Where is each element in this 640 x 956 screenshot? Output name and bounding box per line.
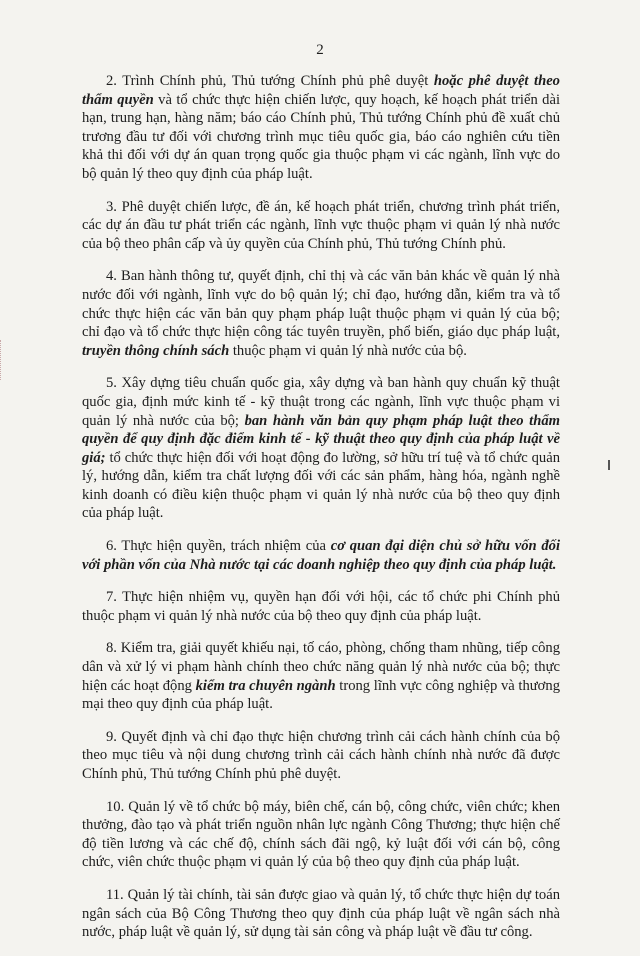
paragraph-text: 8. Kiểm tra, giải quyết khiếu nại, tố cáo, phòng, chống tham nhũng, tiếp công dân và xử lý vi phạm hành chính theo chức năng quản lý nhà nước của bộ; thực hiện các hoạt động xyxy=(82,640,560,694)
paragraph-text: và tổ chức thực hiện chiến lược, quy hoạch, kế hoạch phát triển dài hạn, trung hạn, hàng năm; báo cáo Chính phủ, Thủ tướng Chính phủ đề xuất chủ trương đầu tư đối với chương trình mục tiêu quốc gia, báo cáo nghiên cứu tiền khả thi đối với dự án quan trọng quốc gia thuộc phạm vi các ngành, lĩnh vực do bộ quản lý theo quy định của pháp luật. xyxy=(82,91,560,182)
paragraph-text: 3. Phê duyệt chiến lược, đề án, kế hoạch phát triển, chương trình phát triển, các dự án đầu tư phát triển các ngành, lĩnh vực thuộc phạm vi quản lý nhà nước của bộ theo phân cấp và ủy quyền của Chính phủ, Thủ tướng Chính phủ. xyxy=(82,198,560,252)
paragraph-9 xyxy=(82,728,560,784)
paragraph-2 xyxy=(82,72,560,184)
paragraph-text: 10. Quản lý về tổ chức bộ máy, biên chế, cán bộ, công chức, viên chức; khen thưởng, đào tạo và phát triển nguồn nhân lực ngành Công Thương; thực hiện chế độ tiền lương và các chế độ, chính sách đãi ngộ, kỷ luật đối với cán bộ, công chức, viên chức thuộc phạm vi quản lý của bộ theo quy định của pháp luật. xyxy=(82,798,560,871)
emphasized-text: kiểm tra chuyên ngành xyxy=(195,677,336,694)
paragraph-11 xyxy=(82,886,560,942)
paragraph-text: tổ chức thực hiện đối với hoạt động đo lường, sở hữu trí tuệ và tổ chức quản lý, hướng dẫn, kiểm tra chất lượng đối với các sản phẩm, hàng hóa, ngành nghề kinh doanh có điều kiện thuộc phạm vi quản lý nhà nước của bộ theo quy định của pháp luật. xyxy=(82,449,560,522)
paragraph-text: 9. Quyết định và chỉ đạo thực hiện chương trình cải cách hành chính của bộ theo mục tiêu và nội dung chương trình cải cách hành chính nhà nước đã được Chính phủ, Thủ tướng Chính phủ phê duyệt. xyxy=(82,728,560,782)
paragraph-text: 7. Thực hiện nhiệm vụ, quyền hạn đối với hội, các tổ chức phi Chính phủ thuộc phạm vi quản lý nhà nước của bộ theo quy định của pháp luật. xyxy=(82,589,560,624)
paragraph-4 xyxy=(82,267,560,360)
emphasized-text: truyền thông chính sách xyxy=(82,342,230,359)
paragraph-text: thuộc phạm vi quản lý nhà nước của bộ. xyxy=(229,342,467,359)
page-number: 2 xyxy=(316,42,324,58)
emphasized-text: hoặc phê duyệt theo thẩm quyền xyxy=(82,73,560,108)
paragraph-text: 4. Ban hành thông tư, quyết định, chỉ thị và các văn bản khác về quản lý nhà nước đối với ngành, lĩnh vực do bộ quản lý; chỉ đạo, hướng dẫn, kiểm tra và tổ chức thực hiện các văn bản quy phạm pháp luật thuộc phạm vi quản lý của bộ; chỉ đạo và tổ chức thực hiện công tác tuyên truyền, phổ biến, giáo dục pháp luật, xyxy=(82,268,560,341)
paragraph-6 xyxy=(82,537,560,574)
paragraph-5 xyxy=(82,374,560,523)
emphasized-text: cơ quan đại diện chủ sở hữu vốn đối với phần vốn của Nhà nước tại các doanh nghiệp theo quy định của pháp luật. xyxy=(82,538,561,573)
paragraph-text: 5. Xây dựng tiêu chuẩn quốc gia, xây dựng và ban hành quy chuẩn kỹ thuật quốc gia, định mức kinh tế - kỹ thuật trong các ngành, lĩnh vực thuộc phạm vi quản lý nhà nước của bộ; xyxy=(82,375,560,429)
paragraph-7 xyxy=(82,588,560,625)
document-body xyxy=(82,72,560,956)
paragraph-text: 11. Quản lý tài chính, tài sản được giao và quản lý, tổ chức thực hiện dự toán ngân sách của Bộ Công Thương theo quy định của pháp luật về ngân sách nhà nước, pháp luật về quản lý, sử dụng tài sản công và pháp luật về đầu tư công. xyxy=(82,886,560,941)
paragraph-10 xyxy=(82,798,560,872)
paragraph-text: trong lĩnh vực công nghiệp và thương mại theo quy định của pháp luật. xyxy=(82,677,560,713)
paragraph-text: 6. Thực hiện quyền, trách nhiệm của xyxy=(106,538,331,555)
emphasized-text: ban hành văn bản quy phạm pháp luật theo thẩm quyền để quy định đặc điểm kinh tế - kỹ thuật theo quy định của pháp luật về giá; xyxy=(82,412,560,466)
paragraph-3 xyxy=(82,198,560,254)
paragraph-text: 2. Trình Chính phủ, Thủ tướng Chính phủ phê duyệt xyxy=(106,73,434,89)
margin-mark xyxy=(608,460,610,470)
paragraph-8 xyxy=(82,639,560,713)
edge-stamp-mark xyxy=(0,340,5,380)
